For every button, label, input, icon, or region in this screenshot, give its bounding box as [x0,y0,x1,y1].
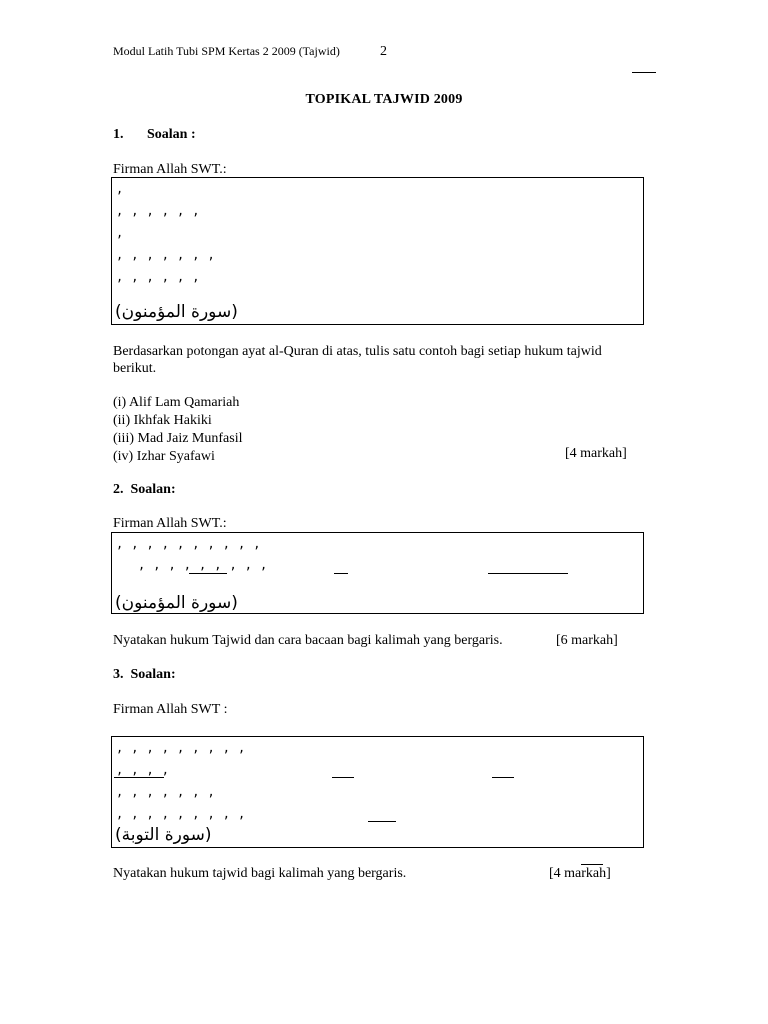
question-number: 1. [113,127,124,142]
question-number: 2. [113,482,124,497]
question-number: 3. [113,667,124,682]
question-label: Soalan: [130,482,176,497]
verse-box-3 [111,736,644,848]
verse-line: , , , , , , , , , , [116,537,261,551]
verse-line: , , , , , , , , , [116,807,246,821]
list-item: (iv) Izhar Syafawi [113,449,215,464]
surah-name: (سورة المؤمنون) [115,593,238,613]
question-1-marks: [4 markah] [565,446,627,461]
page-number: 2 [380,44,387,59]
question-1-intro: Firman Allah SWT.: [113,162,227,177]
verse-line: , , , , [116,763,170,777]
question-3-instruction: Nyatakan hukum tajwid bagi kalimah yang bergaris. [113,866,407,881]
question-1-instruction: Berdasarkan potongan ayat al-Quran di atas, tulis satu contoh bagi setiap hukum tajwid berikut. [113,344,602,376]
question-1-heading [113,127,196,143]
verse-box-1 [111,177,644,325]
header-rule [632,72,656,73]
underline-marker [492,777,514,778]
verse-line: , , , , , , , [116,785,216,799]
verse-line: , , , , , , , , , [138,558,268,572]
underline-marker [334,573,348,574]
question-3-marks: [4 markah] [549,866,611,881]
marks-overline [581,864,603,865]
running-header: Modul Latih Tubi SPM Kertas 2 2009 (Tajwid) [113,44,340,58]
question-2-instruction: Nyatakan hukum Tajwid dan cara bacaan bagi kalimah yang bergaris. [113,633,503,648]
surah-name: (سورة المؤمنون) [115,302,238,322]
list-item: (iii) Mad Jaiz Munfasil [113,431,243,446]
list-item: (i) Alif Lam Qamariah [113,395,240,410]
underline-marker [114,777,164,778]
page-title: TOPIKAL TAJWID 2009 [305,92,463,107]
question-label: Soalan : [147,127,196,142]
question-2-intro: Firman Allah SWT.: [113,516,227,531]
question-1-item-list [113,394,633,466]
underline-marker [332,777,354,778]
list-item: (ii) Ikhfak Hakiki [113,413,212,428]
underline-marker [488,573,568,574]
question-2-marks: [6 markah] [556,633,618,648]
verse-line: , , , , , , , [116,248,216,262]
question-label: Soalan: [130,667,176,682]
underline-marker [189,573,227,574]
question-3-intro: Firman Allah SWT : [113,702,228,717]
question-2-heading [113,482,176,498]
verse-line: , [116,226,124,240]
verse-line: , , , , , , [116,204,200,218]
underline-marker [368,821,396,822]
verse-line: , , , , , , , , , [116,741,246,755]
verse-line: , [116,182,124,196]
verse-box-2 [111,532,644,614]
verse-line: , , , , , , [116,270,200,284]
question-3-heading [113,667,176,683]
surah-name: (سورة التوبة) [115,825,212,845]
